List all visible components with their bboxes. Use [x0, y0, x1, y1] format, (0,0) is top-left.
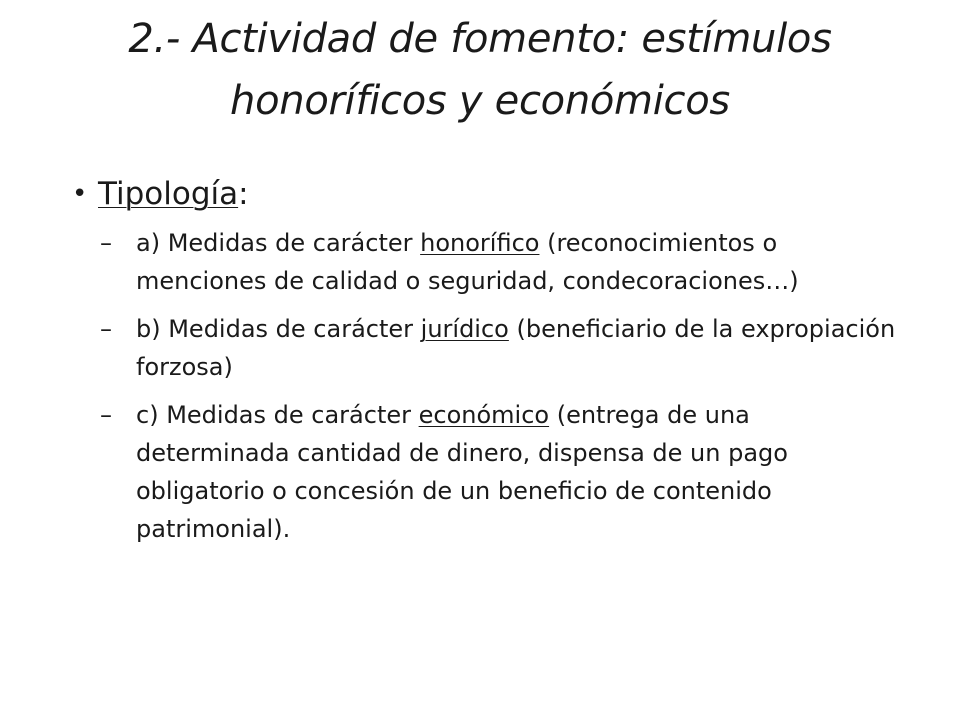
- sub-item-keyword: jurídico: [420, 315, 509, 343]
- slide-body: [72, 170, 902, 558]
- sub-item-text: (entrega de una determinada cantidad de dinero, dispensa de un pago obligatorio o concesión de un beneficio de contenido patrimonial).: [136, 401, 788, 543]
- dash-icon: –: [100, 315, 112, 343]
- title-line-1: 2.- Actividad de fomento: estímulos: [128, 16, 832, 62]
- sub-item-keyword: honorífico: [420, 229, 540, 257]
- title-line-2: honoríficos y económicos: [230, 78, 730, 124]
- sub-item-text: (reconocimientos o menciones de calidad o seguridad, condecoraciones…): [136, 229, 799, 295]
- bullet-label: Tipología: [98, 176, 239, 212]
- sub-item-honorifico: [100, 224, 908, 300]
- dash-icon: –: [100, 401, 112, 429]
- sub-item-text: b) Medidas de carácter: [136, 315, 421, 343]
- sub-item-list: [72, 224, 902, 548]
- sub-item-text: a) Medidas de carácter: [136, 229, 421, 257]
- sub-item-juridico: [100, 310, 908, 386]
- bullet-suffix: :: [238, 176, 249, 212]
- sub-item-text: c) Medidas de carácter: [136, 401, 419, 429]
- bullet-tipologia: [72, 170, 902, 218]
- sub-item-economico: [100, 396, 908, 548]
- sub-item-keyword: económico: [418, 401, 550, 429]
- slide-title: [48, 8, 912, 132]
- bullet-icon: •: [72, 179, 88, 209]
- dash-icon: –: [100, 229, 112, 257]
- sub-item-text: (beneficiario de la expropiación forzosa): [136, 315, 896, 381]
